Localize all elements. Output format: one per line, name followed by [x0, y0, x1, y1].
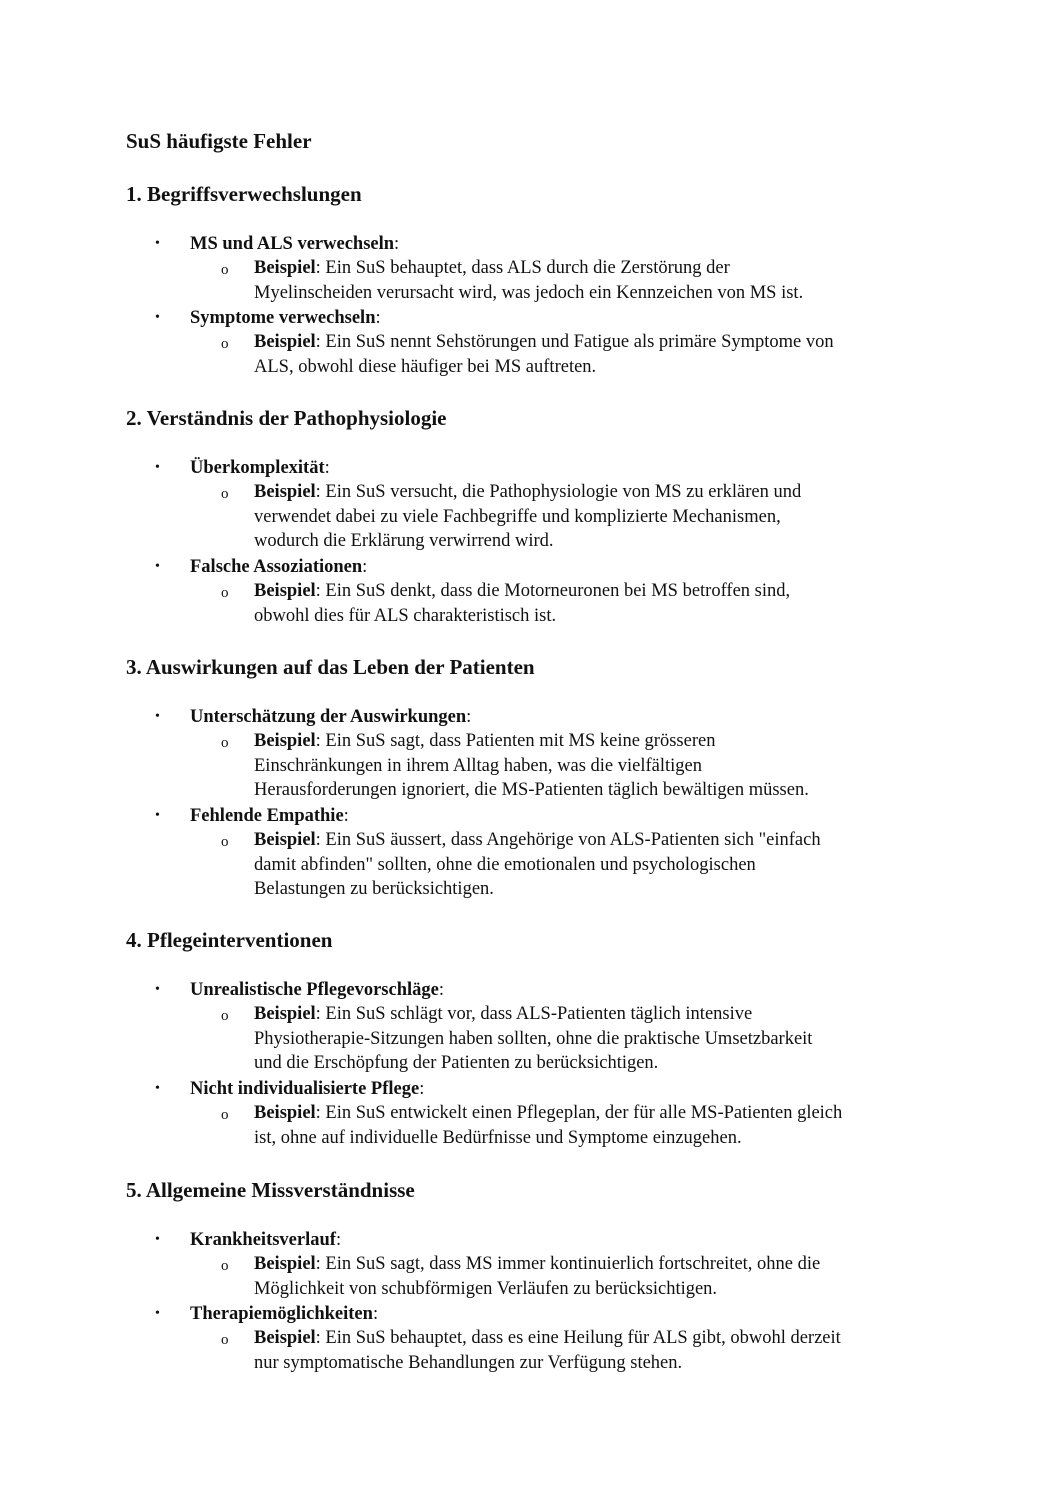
sub-marker: o [221, 1258, 229, 1274]
document-title: SuS häufigste Fehler [126, 129, 312, 153]
bullet-marker: • [155, 982, 160, 997]
item-label: Unterschätzung der Auswirkungen: [190, 707, 472, 727]
example-text: Beispiel: Ein SuS sagt, dass MS immer kontinuierlich fortschreitet, ohne die Möglichkeit von schubförmigen Verläufen zu berücksichtigen. [254, 1254, 821, 1299]
example-text: Beispiel: Ein SuS nennt Sehstörungen und Fatigue als primäre Symptome von ALS, obwohl diese häufiger bei MS auftreten. [254, 332, 834, 377]
section-heading: 3. Auswirkungen auf das Leben der Patienten [126, 655, 535, 679]
sub-marker: o [221, 336, 229, 352]
item-label: Nicht individualisierte Pflege: [190, 1079, 425, 1099]
item-label: Falsche Assoziationen: [190, 557, 368, 577]
bullet-marker: • [155, 460, 160, 475]
example-text: Beispiel: Ein SuS behauptet, dass ALS durch die Zerstörung der Myelinscheiden verursacht wird, was jedoch ein Kennzeichen von MS ist. [254, 258, 804, 303]
sub-marker: o [221, 1107, 229, 1123]
section-heading: 1. Begriffsverwechslungen [126, 182, 362, 206]
item-label: Überkomplexität: [190, 458, 330, 478]
bullet-marker: • [155, 236, 160, 251]
item-label: MS und ALS verwechseln: [190, 234, 400, 254]
bullet-marker: • [155, 1081, 160, 1096]
section-heading: 5. Allgemeine Missverständnisse [126, 1178, 415, 1202]
sub-marker: o [221, 1008, 229, 1024]
sub-marker: o [221, 486, 229, 502]
example-text: Beispiel: Ein SuS versucht, die Pathophysiologie von MS zu erklären und verwendet dabei zu viele Fachbegriffe und komplizierte Mechanismen, wodurch die Erklärung verwirrend wird. [254, 482, 802, 551]
example-text: Beispiel: Ein SuS schlägt vor, dass ALS-Patienten täglich intensive Physiotherapie-Sitzungen haben sollten, ohne die praktische Umsetzbarkeit und die Erschöpfung der Patienten zu berücksichtigen. [254, 1004, 813, 1073]
item-label: Unrealistische Pflegevorschläge: [190, 980, 444, 1000]
item-label: Krankheitsverlauf: [190, 1230, 342, 1250]
sub-marker: o [221, 585, 229, 601]
bullet-marker: • [155, 310, 160, 325]
bullet-marker: • [155, 559, 160, 574]
example-text: Beispiel: Ein SuS entwickelt einen Pflegeplan, der für alle MS-Patienten gleich ist, ohne auf individuelle Bedürfnisse und Symptome einzugehen. [254, 1103, 843, 1148]
bullet-marker: • [155, 808, 160, 823]
bullet-marker: • [155, 1232, 160, 1247]
bullet-marker: • [155, 1306, 160, 1321]
example-text: Beispiel: Ein SuS äussert, dass Angehörige von ALS-Patienten sich "einfach damit abfinden" sollten, ohne die emotionalen und psychologischen Belastungen zu berücksichtigen. [254, 830, 821, 899]
example-text: Beispiel: Ein SuS sagt, dass Patienten mit MS keine grösseren Einschränkungen in ihrem Alltag haben, was die vielfältigen Herausforderungen ignoriert, die MS-Patienten täglich bewältigen müssen. [254, 731, 809, 800]
example-text: Beispiel: Ein SuS denkt, dass die Motorneuronen bei MS betroffen sind, obwohl dies für ALS charakteristisch ist. [254, 581, 791, 626]
bullet-marker: • [155, 709, 160, 724]
section-heading: 2. Verständnis der Pathophysiologie [126, 406, 447, 430]
sub-marker: o [221, 735, 229, 751]
section-heading: 4. Pflegeinterventionen [126, 928, 333, 952]
sub-marker: o [221, 262, 229, 278]
item-label: Therapiemöglichkeiten: [190, 1304, 379, 1324]
item-label: Fehlende Empathie: [190, 806, 349, 826]
sub-marker: o [221, 834, 229, 850]
sub-marker: o [221, 1332, 229, 1348]
item-label: Symptome verwechseln: [190, 308, 381, 328]
example-text: Beispiel: Ein SuS behauptet, dass es eine Heilung für ALS gibt, obwohl derzeit nur symptomatische Behandlungen zur Verfügung stehen. [254, 1328, 841, 1373]
